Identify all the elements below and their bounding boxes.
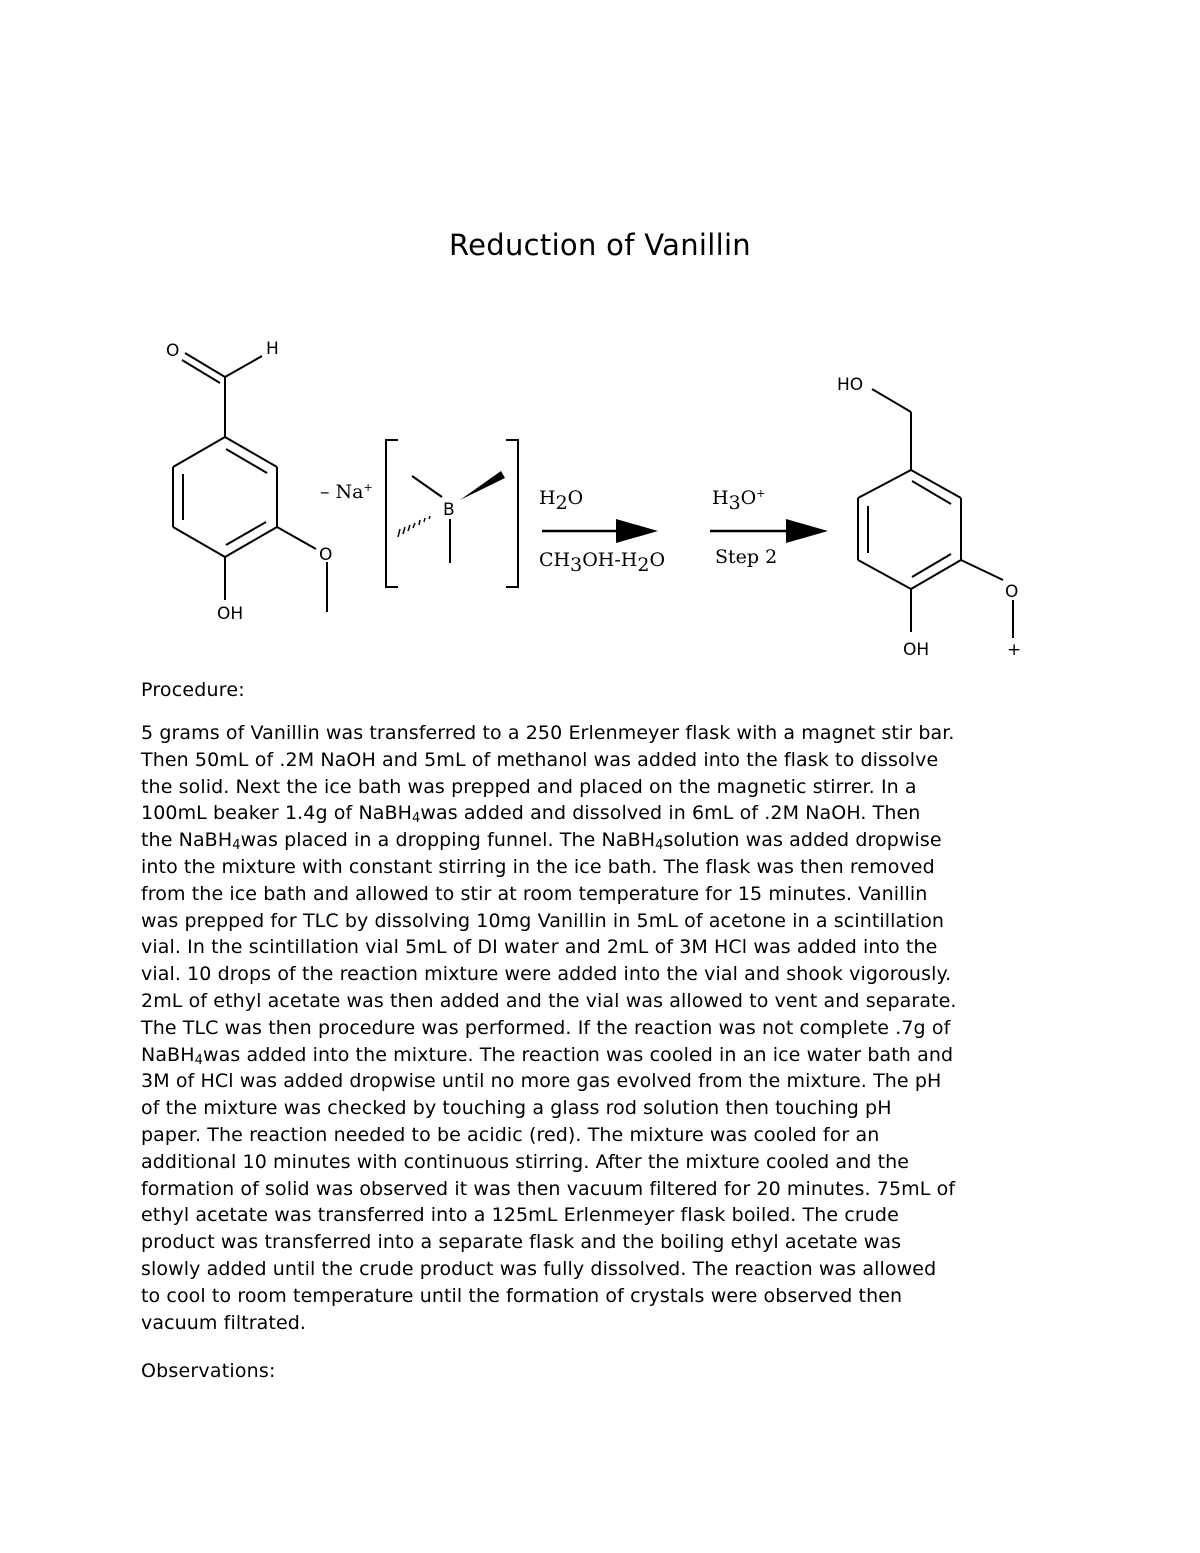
arrow-1-head bbox=[616, 519, 658, 543]
procedure-line: formation of solid was observed it was then vacuum filtered for 20 minutes. 75mL of bbox=[141, 1177, 956, 1200]
procedure-line: ethyl acetate was transferred into a 125mL Erlenmeyer flask boiled. The crude bbox=[141, 1204, 899, 1227]
page-title: Reduction of Vanillin bbox=[448, 228, 751, 262]
product-hydroxyl: OH bbox=[903, 640, 930, 660]
procedure-line: The TLC was then procedure was performed. If the reaction was not complete .7g of bbox=[141, 1016, 951, 1039]
procedure-line: 2mL of ethyl acetate was then added and the vial was allowed to vent and separate. bbox=[141, 989, 957, 1012]
product-plus: + bbox=[1007, 640, 1022, 660]
procedure-line: NaBH$_4$was added into the mixture. The reaction was cooled in an ice water bath and bbox=[141, 1043, 954, 1068]
procedure-line: vial. In the scintillation vial 5mL of DI water and 2mL of 3M HCl was added into the bbox=[141, 936, 938, 959]
nabh4-formula: NaBH$_4$ bbox=[141, 1043, 203, 1068]
arrow-1-below: CH3OH-H2O bbox=[539, 549, 666, 576]
borohydride-wedge-bond bbox=[460, 471, 505, 500]
procedure-line: paper. The reaction needed to be acidic (red). The mixture was cooled for an bbox=[141, 1123, 880, 1146]
reactant-aldehyde-h: H bbox=[266, 339, 279, 359]
procedure-text bbox=[141, 720, 1071, 1336]
procedure-line: was prepped for TLC by dissolving 10mg Vanillin in 5mL of acetone in a scintillation bbox=[141, 909, 945, 932]
product-hydroxymethyl: HO bbox=[837, 375, 864, 395]
observations-heading: Observations: bbox=[141, 1360, 276, 1382]
procedure-line: 5 grams of Vanillin was transferred to a 250 Erlenmeyer flask with a magnet stir bar. bbox=[141, 722, 955, 744]
nabh4-formula: NaBH$_4$ bbox=[178, 829, 241, 854]
reagent-boron: B bbox=[443, 500, 455, 520]
procedure-line: the NaBH$_4$was placed in a dropping funnel. The NaBH$_4$solution was added dropwise bbox=[141, 829, 942, 854]
procedure-line: 3M of HCl was added dropwise until no more gas evolved from the mixture. The pH bbox=[141, 1070, 942, 1093]
procedure-line: Then 50mL of .2M NaOH and 5mL of methanol was added into the flask to dissolve bbox=[141, 748, 939, 771]
procedure-line: of the mixture was checked by touching a glass rod solution then touching pH bbox=[141, 1097, 892, 1120]
nabh4-formula: NaBH$_4$ bbox=[358, 802, 421, 827]
product-methoxy-o: O bbox=[1005, 582, 1019, 602]
nabh4-formula: NaBH$_4$ bbox=[601, 829, 664, 854]
arrow-2-above: H3O+ bbox=[712, 487, 766, 514]
procedure-line: vacuum filtrated. bbox=[141, 1311, 307, 1334]
procedure-line: from the ice bath and allowed to stir at room temperature for 15 minutes. Vanillin bbox=[141, 882, 928, 905]
procedure-heading: Procedure: bbox=[141, 679, 245, 701]
arrow-2-below: Step 2 bbox=[715, 546, 778, 568]
procedure-line: into the mixture with constant stirring in the ice bath. The flask was then removed bbox=[141, 855, 935, 878]
vanillyl-alcohol-structure bbox=[858, 389, 1013, 638]
arrow-2-head bbox=[786, 519, 828, 543]
procedure-line: 100mL beaker 1.4g of NaBH$_4$was added and dissolved in 6mL of .2M NaOH. Then bbox=[141, 802, 921, 827]
arrow-1-above: H2O bbox=[539, 487, 584, 514]
procedure-line: product was transferred into a separate flask and the boiling ethyl acetate was bbox=[141, 1231, 902, 1254]
vanillin-structure bbox=[173, 353, 327, 612]
borohydride-hash-bond bbox=[398, 516, 430, 537]
procedure-line: slowly added until the crude product was fully dissolved. The reaction was allowed bbox=[141, 1257, 937, 1280]
procedure-line: vial. 10 drops of the reaction mixture were added into the vial and shook vigorously. bbox=[141, 963, 952, 986]
procedure-line: additional 10 minutes with continuous stirring. After the mixture cooled and the bbox=[141, 1150, 910, 1173]
reactant-hydroxyl: OH bbox=[217, 604, 244, 624]
reactant-carbonyl-o: O bbox=[166, 341, 180, 361]
procedure-line: to cool to room temperature until the formation of crystals were observed then bbox=[141, 1284, 903, 1307]
reaction-scheme bbox=[120, 320, 1080, 670]
reactant-methoxy-o: O bbox=[319, 545, 333, 565]
procedure-line: the solid. Next the ice bath was prepped and placed on the magnetic stirrer. In a bbox=[141, 775, 917, 798]
reagent-sodium: – Na+ bbox=[320, 481, 373, 503]
